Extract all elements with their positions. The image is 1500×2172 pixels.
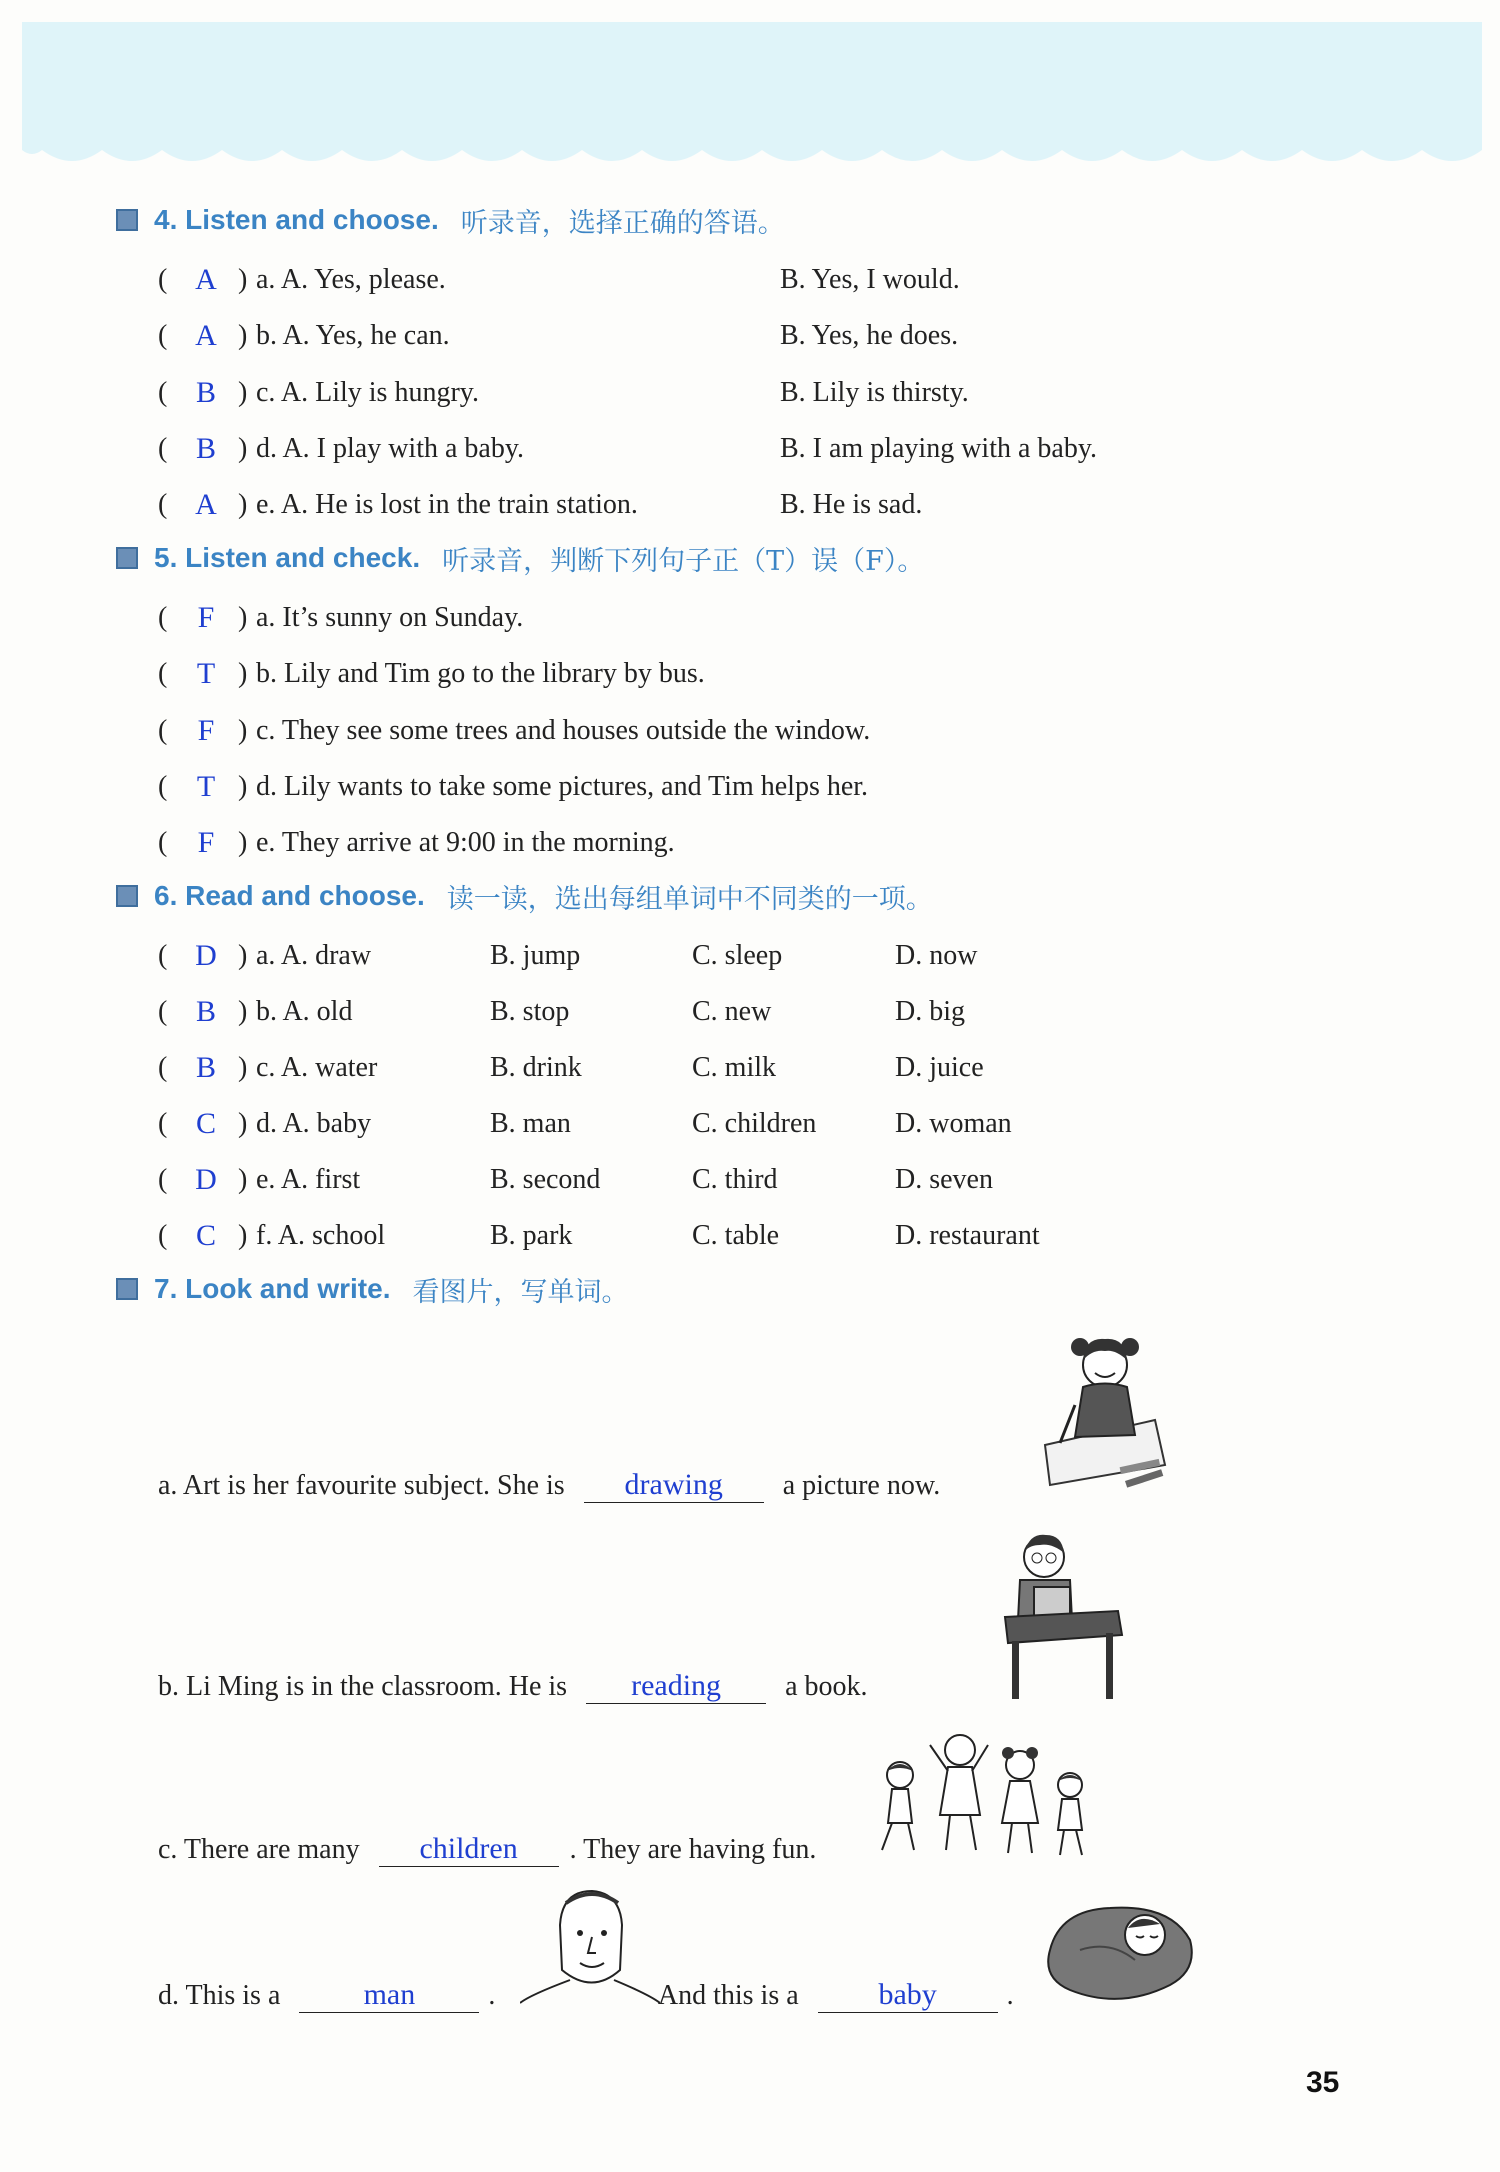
answer-letter: D xyxy=(195,939,217,972)
section-title: 5. Listen and check. xyxy=(154,542,421,573)
sentence-text: a picture now. xyxy=(782,1470,941,1501)
section-marker-icon xyxy=(116,885,138,907)
statement: a. It’s sunny on Sunday. xyxy=(256,602,524,633)
option-b: B. Yes, he does. xyxy=(780,320,959,351)
section-7-heading xyxy=(116,1269,628,1309)
answer-letter: F xyxy=(197,714,215,747)
answer-bracket: ) xyxy=(238,1220,248,1251)
option-a: d. A. baby xyxy=(256,1108,372,1139)
answer-bracket: ( xyxy=(158,715,168,746)
answer-bracket: ) xyxy=(238,996,248,1027)
option-b: B. man xyxy=(490,1108,571,1139)
answer-letter: D xyxy=(195,1163,217,1196)
sentence-text: . xyxy=(1006,1980,1014,2011)
option-a: b. A. old xyxy=(256,996,353,1027)
answer-bracket: ( xyxy=(158,1052,168,1083)
answer-letter: A xyxy=(195,488,217,521)
option-b: B. stop xyxy=(490,996,570,1027)
statement: e. They arrive at 9:00 in the morning. xyxy=(256,827,675,858)
answer-bracket: ) xyxy=(238,489,248,520)
option-b: B. I am playing with a baby. xyxy=(780,433,1098,464)
answer-bracket: ( xyxy=(158,940,168,971)
sentence-b xyxy=(158,1667,868,1707)
section-6-heading xyxy=(116,876,933,916)
option-a: b. A. Yes, he can. xyxy=(256,320,450,351)
answer-letter: C xyxy=(195,1107,216,1140)
sentence-text: And this is a xyxy=(657,1980,799,2011)
section-marker-icon xyxy=(116,1278,138,1300)
option-a: a. A. Yes, please. xyxy=(256,264,446,295)
children-playing-illustration xyxy=(870,1725,1100,1865)
option-b: B. Lily is thirsty. xyxy=(780,377,969,408)
answer-bracket: ( xyxy=(158,1164,168,1195)
section-marker-icon xyxy=(116,209,138,231)
option-c: C. sleep xyxy=(692,940,783,971)
sentence-text: a book. xyxy=(785,1671,868,1702)
answer-bracket: ( xyxy=(158,602,168,633)
baby-sleeping-illustration xyxy=(1040,1890,1200,2010)
answer-bracket: ) xyxy=(238,940,248,971)
answer-bracket: ) xyxy=(238,715,248,746)
answer-bracket: ( xyxy=(158,320,168,351)
answer-bracket: ) xyxy=(238,264,248,295)
section-4-heading xyxy=(116,200,785,240)
option-d: D. now xyxy=(895,940,978,971)
sentence-text: c. There are many xyxy=(158,1834,360,1865)
option-c: C. new xyxy=(692,996,772,1027)
sentence-text: d. This is a xyxy=(158,1980,281,2011)
answer-letter: A xyxy=(195,263,217,296)
answer-blank: baby xyxy=(818,1978,998,2013)
answer-bracket: ) xyxy=(238,320,248,351)
answer-bracket: ) xyxy=(238,377,248,408)
answer-bracket: ) xyxy=(238,658,248,689)
answer-letter: T xyxy=(196,770,216,803)
option-b: B. He is sad. xyxy=(780,489,923,520)
sentence-text: . They are having fun. xyxy=(569,1834,817,1865)
answer-letter: A xyxy=(195,319,217,352)
answer-bracket: ) xyxy=(238,1108,248,1139)
page-number: 35 xyxy=(1306,2066,1340,2099)
section-title: 4. Listen and choose. xyxy=(154,204,439,235)
option-c: C. third xyxy=(692,1164,778,1195)
section-instruction: 看图片，写单词。 xyxy=(412,1276,629,1308)
sentence-text: . xyxy=(488,1980,496,2011)
answer-letter: F xyxy=(197,826,215,859)
option-a: a. A. draw xyxy=(256,940,372,971)
section-marker-icon xyxy=(116,547,138,569)
answer-bracket: ) xyxy=(238,433,248,464)
section-instruction: 听录音，判断下列句子正（T）误（F）。 xyxy=(442,545,925,577)
banner-scallop-edge xyxy=(22,128,1482,172)
answer-bracket: ( xyxy=(158,433,168,464)
answer-bracket: ( xyxy=(158,771,168,802)
answer-bracket: ( xyxy=(158,264,168,295)
section-title: 6. Read and choose. xyxy=(154,880,425,911)
answer-bracket: ( xyxy=(158,996,168,1027)
answer-bracket: ) xyxy=(238,1164,248,1195)
answer-letter: F xyxy=(197,601,215,634)
section-title: 7. Look and write. xyxy=(154,1273,391,1304)
option-d: D. woman xyxy=(895,1108,1012,1139)
answer-blank: man xyxy=(299,1978,479,2013)
answer-letter: B xyxy=(195,1051,216,1084)
answer-bracket: ( xyxy=(158,658,168,689)
option-a: f. A. school xyxy=(256,1220,386,1251)
answer-letter: B xyxy=(195,376,216,409)
answer-bracket: ) xyxy=(238,827,248,858)
option-a: d. A. I play with a baby. xyxy=(256,433,525,464)
answer-bracket: ( xyxy=(158,489,168,520)
boy-reading-illustration xyxy=(1000,1525,1125,1705)
option-d: D. restaurant xyxy=(895,1220,1040,1251)
option-a: c. A. water xyxy=(256,1052,378,1083)
option-d: D. juice xyxy=(895,1052,984,1083)
answer-bracket: ( xyxy=(158,1220,168,1251)
option-c: C. children xyxy=(692,1108,817,1139)
option-d: D. seven xyxy=(895,1164,993,1195)
option-b: B. drink xyxy=(490,1052,582,1083)
option-b: B. Yes, I would. xyxy=(780,264,960,295)
option-a: e. A. first xyxy=(256,1164,361,1195)
section-instruction: 读一读，选出每组单词中不同类的一项。 xyxy=(446,883,933,915)
option-a: e. A. He is lost in the train station. xyxy=(256,489,638,520)
sentence-a xyxy=(158,1466,940,1506)
option-b: B. park xyxy=(490,1220,573,1251)
answer-letter: C xyxy=(195,1219,216,1252)
answer-letter: T xyxy=(196,657,216,690)
sentence-text: b. Li Ming is in the classroom. He is xyxy=(158,1671,568,1702)
section-instruction: 听录音，选择正确的答语。 xyxy=(460,207,785,239)
answer-blank: children xyxy=(379,1832,559,1867)
answer-blank: reading xyxy=(586,1669,766,1704)
answer-blank: drawing xyxy=(584,1468,764,1503)
statement: b. Lily and Tim go to the library by bus. xyxy=(256,658,705,689)
man-illustration xyxy=(520,1885,660,2015)
option-b: B. jump xyxy=(490,940,581,971)
sentence-c xyxy=(158,1830,816,1870)
answer-bracket: ( xyxy=(158,827,168,858)
answer-bracket: ) xyxy=(238,1052,248,1083)
girl-drawing-illustration xyxy=(1025,1325,1175,1505)
statement: c. They see some trees and houses outside the window. xyxy=(256,715,871,746)
section-5-heading xyxy=(116,538,924,578)
statement: d. Lily wants to take some pictures, and Tim helps her. xyxy=(256,771,869,802)
answer-letter: B xyxy=(195,432,216,465)
answer-letter: B xyxy=(195,995,216,1028)
option-c: C. milk xyxy=(692,1052,777,1083)
answer-bracket: ( xyxy=(158,377,168,408)
answer-bracket: ) xyxy=(238,771,248,802)
option-b: B. second xyxy=(490,1164,601,1195)
option-c: C. table xyxy=(692,1220,780,1251)
answer-bracket: ) xyxy=(238,602,248,633)
option-a: c. A. Lily is hungry. xyxy=(256,377,479,408)
answer-bracket: ( xyxy=(158,1108,168,1139)
sentence-text: a. Art is her favourite subject. She is xyxy=(158,1470,565,1501)
option-d: D. big xyxy=(895,996,965,1027)
